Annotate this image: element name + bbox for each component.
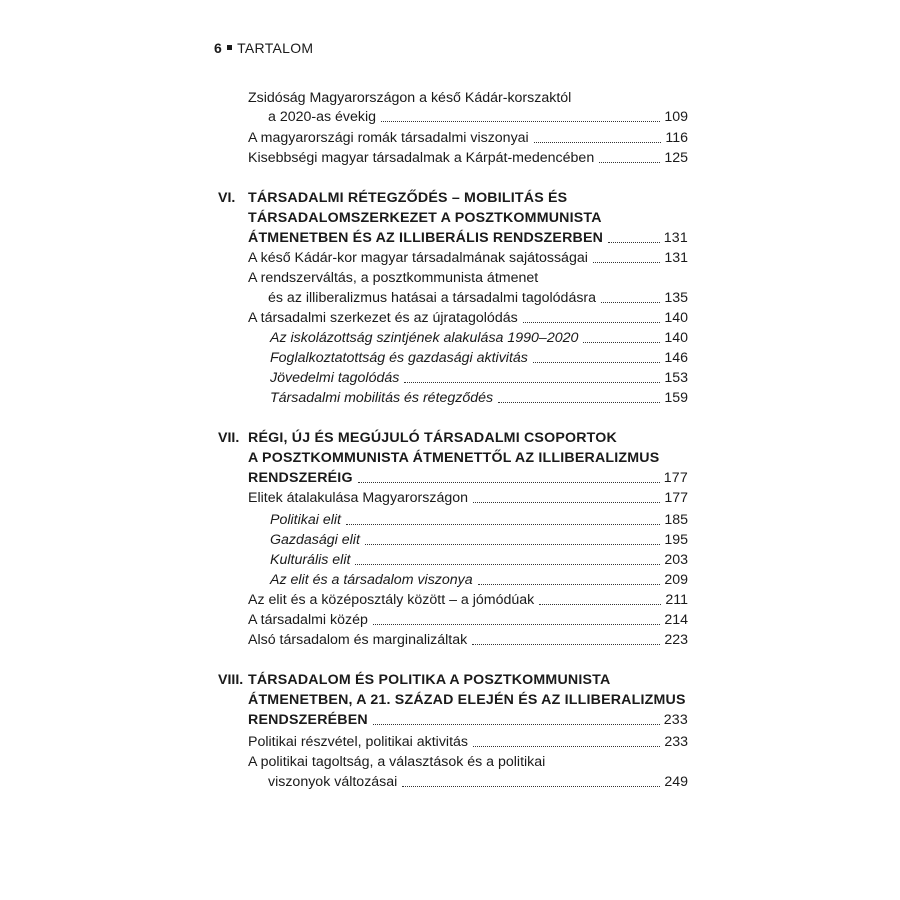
section-number: VI.	[218, 190, 236, 206]
page-ref: 125	[664, 150, 688, 166]
section-heading: RENDSZERÉBEN 233	[248, 712, 688, 728]
toc-entry: Zsidóság Magyarországon a késő Kádár-korszaktól	[248, 90, 572, 106]
toc-subentry: Az iskolázottság szintjének alakulása 1990–2020 140	[270, 330, 688, 346]
toc-subentry: Kulturális elit 203	[270, 552, 688, 568]
toc-entry: A társadalmi közép 214	[248, 612, 688, 628]
section-heading: RENDSZERÉIG 177	[248, 470, 688, 486]
page-ref: 249	[664, 774, 688, 790]
page-ref: 109	[664, 109, 688, 125]
toc-entry: A magyarországi romák társadalmi viszonyai 116	[248, 130, 688, 146]
toc-entry: A társadalmi szerkezet és az újratagolódás 140	[248, 310, 688, 326]
toc-subentry: Foglalkoztatottság és gazdasági aktivitás 146	[270, 350, 688, 366]
page-ref: 159	[664, 390, 688, 406]
section-heading: A POSZTKOMMUNISTA ÁTMENETTŐL AZ ILLIBERALIZMUS	[248, 450, 660, 466]
toc-entry: a 2020-as évekig 109	[268, 109, 688, 125]
page-ref: 153	[664, 370, 688, 386]
page-ref: 140	[664, 330, 688, 346]
toc-entry: Alsó társadalom és marginalizáltak 223	[248, 632, 688, 648]
page-ref: 203	[664, 552, 688, 568]
toc-entry: viszonyok változásai 249	[268, 774, 688, 790]
running-title: TARTALOM	[237, 40, 314, 56]
toc-entry: A késő Kádár-kor magyar társadalmának sajátosságai 131	[248, 250, 688, 266]
section-number: VIII.	[218, 672, 244, 688]
toc-entry: Elitek átalakulása Magyarországon 177	[248, 490, 688, 506]
section-heading: TÁRSADALOM ÉS POLITIKA A POSZTKOMMUNISTA	[248, 672, 611, 688]
toc-entry: és az illiberalizmus hatásai a társadalmi tagolódásra 135	[268, 290, 688, 306]
page-ref: 177	[664, 490, 688, 506]
running-header	[214, 40, 313, 56]
page-ref: 209	[664, 572, 688, 588]
page-ref: 177	[663, 470, 688, 486]
toc-entry: Kisebbségi magyar társadalmak a Kárpát-medencében 125	[248, 150, 688, 166]
toc-subentry: Jövedelmi tagolódás 153	[270, 370, 688, 386]
page-ref: 135	[664, 290, 688, 306]
square-bullet-icon	[227, 45, 232, 50]
page-ref: 185	[664, 512, 688, 528]
page-ref: 195	[664, 532, 688, 548]
page-ref: 131	[663, 230, 688, 246]
toc-subentry: Gazdasági elit 195	[270, 532, 688, 548]
toc-entry: A politikai tagoltság, a választások és a politikai	[248, 754, 546, 770]
section-heading: RÉGI, ÚJ ÉS MEGÚJULÓ TÁRSADALMI CSOPORTOK	[248, 430, 617, 446]
section-heading: ÁTMENETBEN ÉS AZ ILLIBERÁLIS RENDSZERBEN 131	[248, 230, 688, 246]
toc-subentry: Társadalmi mobilitás és rétegződés 159	[270, 390, 688, 406]
page-ref: 233	[664, 734, 688, 750]
toc-entry: Politikai részvétel, politikai aktivitás 233	[248, 734, 688, 750]
page-ref: 131	[664, 250, 688, 266]
page-number: 6	[214, 40, 223, 56]
section-heading: ÁTMENETBEN, A 21. SZÁZAD ELEJÉN ÉS AZ ILLIBERALIZMUS	[248, 692, 686, 708]
toc-subentry: Az elit és a társadalom viszonya 209	[270, 572, 688, 588]
page-ref: 140	[664, 310, 688, 326]
section-heading: TÁRSADALOMSZERKEZET A POSZTKOMMUNISTA	[248, 210, 602, 226]
page-ref: 146	[664, 350, 688, 366]
toc-entry: A rendszerváltás, a posztkommunista átmenet	[248, 270, 539, 286]
section-heading: TÁRSADALMI RÉTEGZŐDÉS – MOBILITÁS ÉS	[248, 190, 568, 206]
section-number: VII.	[218, 430, 240, 446]
page-ref: 223	[664, 632, 688, 648]
page-ref: 116	[665, 130, 688, 146]
page-ref: 214	[664, 612, 688, 628]
page-ref: 211	[665, 592, 688, 608]
toc-entry: Az elit és a középosztály között – a jómódúak 211	[248, 592, 688, 608]
toc-subentry: Politikai elit 185	[270, 512, 688, 528]
page-ref: 233	[663, 712, 688, 728]
